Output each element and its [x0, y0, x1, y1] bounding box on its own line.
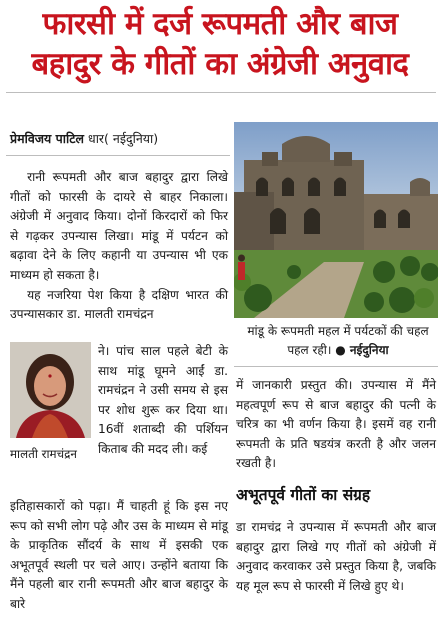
divider-top — [6, 92, 436, 93]
divider-byline — [6, 155, 230, 156]
left-column-wrap — [98, 342, 228, 460]
palace-photo — [234, 122, 438, 318]
photo-caption-text: मांडू के रूपमती महल में पर्यटकों की चहल पहल रही। — [247, 324, 429, 357]
article-paragraph-2-wrap: ने। पांच साल पहले बेटी के साथ मांडू घूमने आईं डा. रामचंद्रन ने उसी समय से इस पर शोध शुरू कर दिया था। 16वीं शताब्दी की पर्शियन किताब की मदद ली। कई — [98, 344, 228, 456]
byline-location: धार( नईदुनिया) — [88, 131, 159, 146]
divider-caption — [234, 366, 438, 367]
right-column-top — [236, 376, 436, 474]
article-paragraph-4: डा रामचंद्र ने उपन्यास में रूपमती और बाज बहादुर द्वारा लिखे गए गीतों को अंग्रेजी में अनुवाद करवाकर उसे प्रस्तुत किया है, जबकि यह मूल रूप से फारसी में लिखे हुए थे। — [236, 520, 436, 593]
left-column-top — [10, 168, 228, 325]
photo-source: ● नईदुनिया — [335, 343, 389, 357]
right-column-bottom — [236, 518, 436, 596]
headline-line-1: फारसी में दर्ज रूपमती और बाज — [42, 6, 398, 42]
left-column-bottom — [10, 497, 228, 615]
author-portrait — [10, 342, 91, 438]
author-portrait-caption: मालती रामचंद्रन — [10, 447, 77, 461]
headline — [0, 4, 440, 84]
headline-line-2: बहादुर के गीतों का अंग्रेजी अनुवाद — [31, 46, 409, 82]
article-paragraph-1: रानी रूपमती और बाज बहादुर द्वारा लिखे गीतों को फारसी के दायरे से बाहर निकाला। अंग्रेजी में अनुवाद किया। दोनों किरदारों को फिर से गढ़कर उपन्यास लिखा। मांडू में पर्यटन को बढ़ावा देने के लिए कहानी या उपन्यास भी एक माध्यम हो सकता है। — [10, 170, 228, 282]
photo-caption — [238, 322, 438, 360]
author-portrait-image — [10, 342, 91, 438]
palace-photo-image — [234, 122, 438, 318]
article-paragraph-3: में जानकारी प्रस्तुत की। उपन्यास में मैंने महत्वपूर्ण रूप से बाज बहादुर की पत्नी के चरित्र का भी वर्णन किया है। इसमें वह रानी रूपमती के प्रति षडयंत्र करती है और जलन रखती है। — [236, 378, 436, 471]
article-paragraph-2-start: यह नजरिया पेश किया है दक्षिण भारत की उपन्यासकार डा. मालती रामचंद्रन — [10, 287, 228, 322]
subheading: अभूतपूर्व गीतों का संग्रह — [236, 486, 371, 504]
byline-author: प्रेमविजय पाटिल — [10, 131, 85, 146]
article-paragraph-2-rest: इतिहासकारों को पढ़ा। मैं चाहती हूं कि इस नए रूप को सभी लोग पढ़े और उस के माध्यम से मांडू के प्राकृतिक सौंदर्य के साथ में इसकी एक अभूतपूर्व स्थली पर चले आए। उन्होंने बताया कि मैंने पहली बार रानी रूपमती और बाज बहादुर के बारे — [10, 499, 228, 611]
